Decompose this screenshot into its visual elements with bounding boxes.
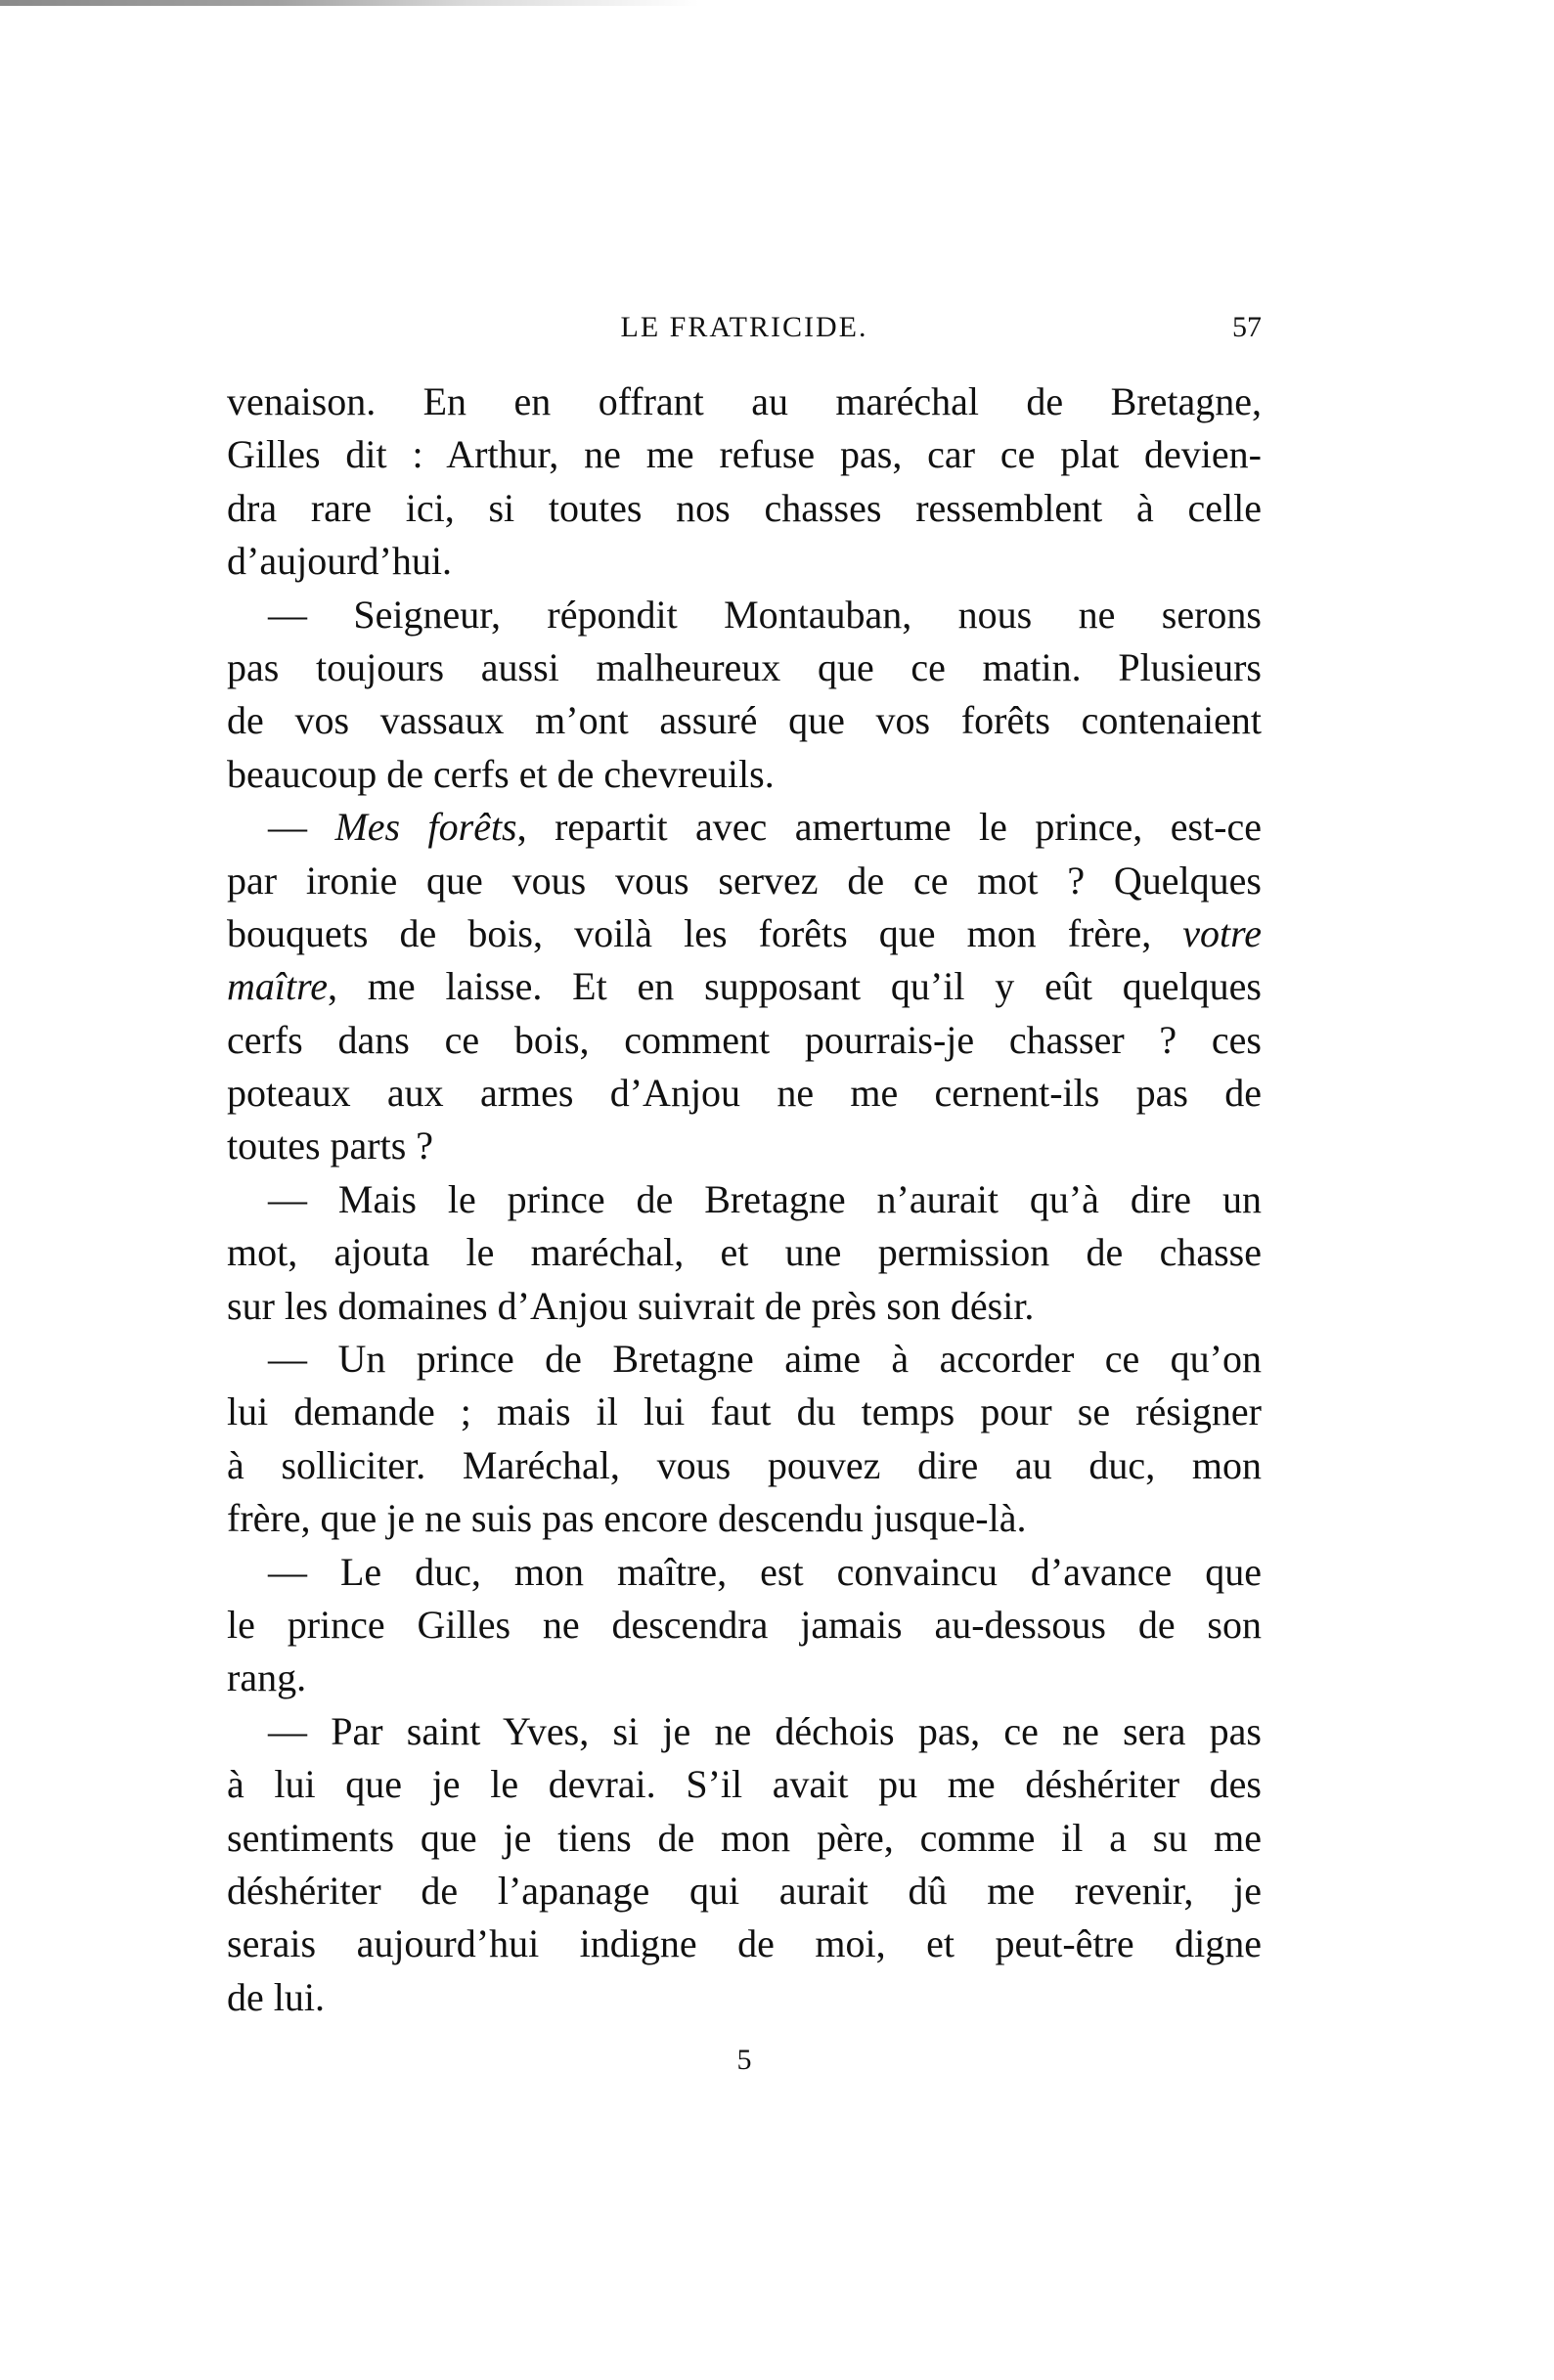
text-line xyxy=(227,1492,1262,1545)
text-run: rang. xyxy=(227,1655,307,1700)
text-run: — Mais le prince de Bretagne n’aurait qu’à dire un xyxy=(268,1176,1262,1221)
text-line xyxy=(227,1546,1262,1599)
text-line xyxy=(227,375,1262,428)
text-line xyxy=(227,428,1262,481)
text-line xyxy=(227,1014,1262,1067)
scan-top-edge xyxy=(0,0,1554,6)
text-line xyxy=(227,589,1262,641)
text-line xyxy=(227,1652,1262,1704)
text-run: — Un prince de Bretagne aime à accorder ce qu’on xyxy=(268,1337,1262,1382)
italic-run: maître xyxy=(227,964,328,1009)
text-run: bouquets de bois, voilà les forêts que mon frère, xyxy=(227,910,1183,955)
signature-mark: 5 xyxy=(736,2044,752,2076)
text-line xyxy=(227,1333,1262,1386)
page-number: 57 xyxy=(1232,311,1262,343)
running-title: LE FRATRICIDE. xyxy=(620,311,868,343)
text-run: à solliciter. Maréchal, vous pouvez dire au duc, mon xyxy=(227,1442,1262,1487)
text-line xyxy=(227,1599,1262,1652)
text-line xyxy=(227,1386,1262,1438)
text-line xyxy=(227,1812,1262,1865)
text-line xyxy=(227,748,1262,801)
text-run: , repartit avec amertume le prince, est-ce xyxy=(516,805,1262,850)
text-run: sentiments que je tiens de mon père, comme il a su me xyxy=(227,1815,1262,1860)
text-run: mot, ajouta le maréchal, et une permission de chasse xyxy=(227,1230,1262,1275)
text-run: déshériter de l’apanage qui aurait dû me revenir, je xyxy=(227,1868,1262,1913)
text-line xyxy=(227,1067,1262,1120)
text-line xyxy=(227,1173,1262,1226)
text-run: sur les domaines d’Anjou suivrait de près son désir. xyxy=(227,1283,1035,1328)
text-run: d’aujourd’hui. xyxy=(227,539,452,584)
text-run: de vos vassaux m’ont assuré que vos forêts contenaient xyxy=(227,698,1262,743)
text-line xyxy=(227,535,1262,588)
text-run: venaison. En en offrant au maréchal de Bretagne, xyxy=(227,379,1262,423)
text-line xyxy=(227,641,1262,694)
text-run: beaucoup de cerfs et de chevreuils. xyxy=(227,751,775,796)
text-run: cerfs dans ce bois, comment pourrais-je chasser ? ces xyxy=(227,1017,1262,1062)
text-run: — Par saint Yves, si je ne déchois pas, ce ne sera pas xyxy=(268,1708,1262,1753)
text-line xyxy=(227,1705,1262,1758)
text-run: toutes parts ? xyxy=(227,1124,434,1168)
text-run: serais aujourd’hui indigne de moi, et peut-être digne xyxy=(227,1921,1262,1966)
text-run: à lui que je le devrai. S’il avait pu me déshériter des xyxy=(227,1762,1262,1807)
text-run: Gilles dit : Arthur, ne me refuse pas, car ce plat devien- xyxy=(227,432,1262,477)
text-run: , me laisse. Et en supposant qu’il y eût quelques xyxy=(327,964,1262,1009)
text-run: — xyxy=(268,805,335,850)
text-line xyxy=(227,1226,1262,1279)
text-line xyxy=(227,960,1262,1013)
text-line xyxy=(227,694,1262,747)
italic-run: Mes forêts xyxy=(334,805,517,850)
text-run: — Le duc, mon maître, est convaincu d’avance que xyxy=(268,1549,1262,1594)
text-line xyxy=(227,1120,1262,1172)
text-line xyxy=(227,1758,1262,1811)
text-line xyxy=(227,801,1262,854)
italic-run: votre xyxy=(1182,910,1262,955)
text-run: lui demande ; mais il lui faut du temps pour se résigner xyxy=(227,1389,1262,1434)
text-run: pas toujours aussi malheureux que ce matin. Plusieurs xyxy=(227,644,1262,689)
text-run: — Seigneur, répondit Montauban, nous ne serons xyxy=(268,592,1262,637)
text-run: de lui. xyxy=(227,1974,325,2019)
text-run: par ironie que vous vous servez de ce mot ? Quelques xyxy=(227,858,1262,903)
text-run: dra rare ici, si toutes nos chasses ressemblent à celle xyxy=(227,485,1262,530)
text-line xyxy=(227,1865,1262,1917)
text-line xyxy=(227,1917,1262,1970)
text-line xyxy=(227,482,1262,535)
text-line xyxy=(227,907,1262,960)
body-text xyxy=(227,375,1262,2024)
running-head xyxy=(227,311,1262,354)
text-run: le prince Gilles ne descendra jamais au-dessous de son xyxy=(227,1602,1262,1647)
text-line xyxy=(227,855,1262,907)
text-line xyxy=(227,1439,1262,1492)
text-line xyxy=(227,1971,1262,2024)
text-run: frère, que je ne suis pas encore descendu jusque-là. xyxy=(227,1496,1027,1541)
text-line xyxy=(227,1280,1262,1333)
text-run: poteaux aux armes d’Anjou ne me cernent-ils pas de xyxy=(227,1071,1262,1116)
